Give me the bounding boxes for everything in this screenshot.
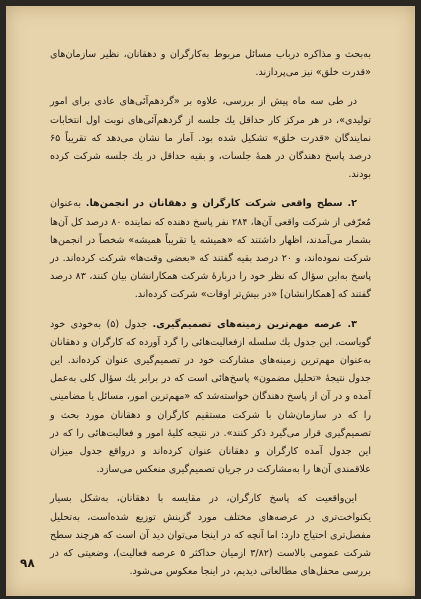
section-3-paragraph	[50, 316, 371, 480]
section-heading: ۲. سطح واقعی شرکت کارگران و دهقانان در انجمن‌ها.	[85, 198, 358, 210]
page-number: ۹۸	[20, 556, 35, 570]
paragraph-text: در طی سه ماه پیش از بررسی، علاوه بر «گردهم‌آئی‌های عادی برای امور تولیدی»، در هر مرکز کار حداقل یك جلسه از گردهم‌آئی‌های نوبت اول انتخابات نمایندگان «قدرت خلق» تشکیل شده بود. آمار ما نشان می‌دهد که تقریباً ۶۵ درصد پاسخ دهندگان در همهٔ جلسات، و بقیه حداقل در یك جلسه شرکت کرده بودند.	[50, 96, 371, 181]
document-page	[6, 6, 415, 596]
paragraph-text: این‌واقعیت که پاسخ کارگران، در مقایسه با دهقانان، به‌شکل بسیار یکنواخت‌تری در عرصه‌های مختلف مورد گزینش توزیع شده‌است، به‌تحلیل مفصل‌تری احتیاج دارد: اما آنچه که در اینجا می‌توان دید آن است که هرچند سطح شرکت عمومی بالاست (۳/۸۲ ازمیان حداکثر ۵ عرصه فعالیت)، وضعیتی که در بررسی محفل‌های مطالعاتی دیدیم، در اینجا معکوس می‌شود.	[50, 493, 371, 578]
section-2-paragraph	[50, 195, 371, 304]
paragraph-text: به‌عنوان مُعرّفی از شرکت واقعی آن‌ها، ۲۸۴ نفر پاسخ دهنده که نماینده ۸۰ درصد کل آن‌ها بشمار می‌آمدند، اظهار داشتند که «همیشه یا تقریباً همیشه» شخصاً در انجمن‌ها شرکت نموده‌اند، و ۲۰ درصد بقیه گفتند که «بعضی وقت‌ها» شرکت کرده‌اند. در پاسخ به‌این سؤال که نظر خود را دربارهٔ شرکت همکارانشان بیان کنند، ۸۳ درصد گفتند که [همکارانشان] «در بیش‌تر اوقات» شرکت کرده‌اند.	[50, 198, 372, 301]
paragraph	[50, 490, 371, 581]
paragraph	[50, 46, 371, 82]
paragraph	[50, 93, 371, 184]
body-text	[50, 46, 371, 592]
section-heading: ۳. عرصه مهم‌ترین زمینه‌های تصمیم‌گیری.	[152, 318, 357, 330]
paragraph-text: به‌بحث و مذاکره درباب مسائل مربوط به‌کارگران و دهقانان، نظیر سازمان‌های «قدرت خلق» نیز می‌پردازند.	[50, 49, 371, 79]
paragraph-text: جدول (۵) به‌خودی خود گویاست. این جدول یك سلسله ازفعالیت‌هائی را گرد آورده که کارگران و دهقانان به‌عنوان مهم‌ترین زمینه‌های مشارکت خود در تصمیم‌گیری عنوان کرده‌اند. این جدول نتیجهٔ «تحلیل مضمون» پاسخ‌هائی است که در برابر یك سؤال کلی به‌عمل آمده و در آن از پاسخ دهندگان خواسته‌شد که «مهم‌ترین امور، مسائل یا مضامینی را که در سازمان‌شان با شرکت مستقیم کارگران و دهقانان مورد بحث و تصمیم‌گیری قرار می‌گیرد ذکر کنند». در نتیجه کلیهٔ امور و فعالیت‌هائی را که در این جدول آمده کارگران و دهقانان عنوان کرده‌اند و درواقع جدول میزان علاقمندی آن‌ها را به‌مشارکت در جریان تصمیم‌گیری منعکس می‌سازد.	[50, 318, 371, 476]
